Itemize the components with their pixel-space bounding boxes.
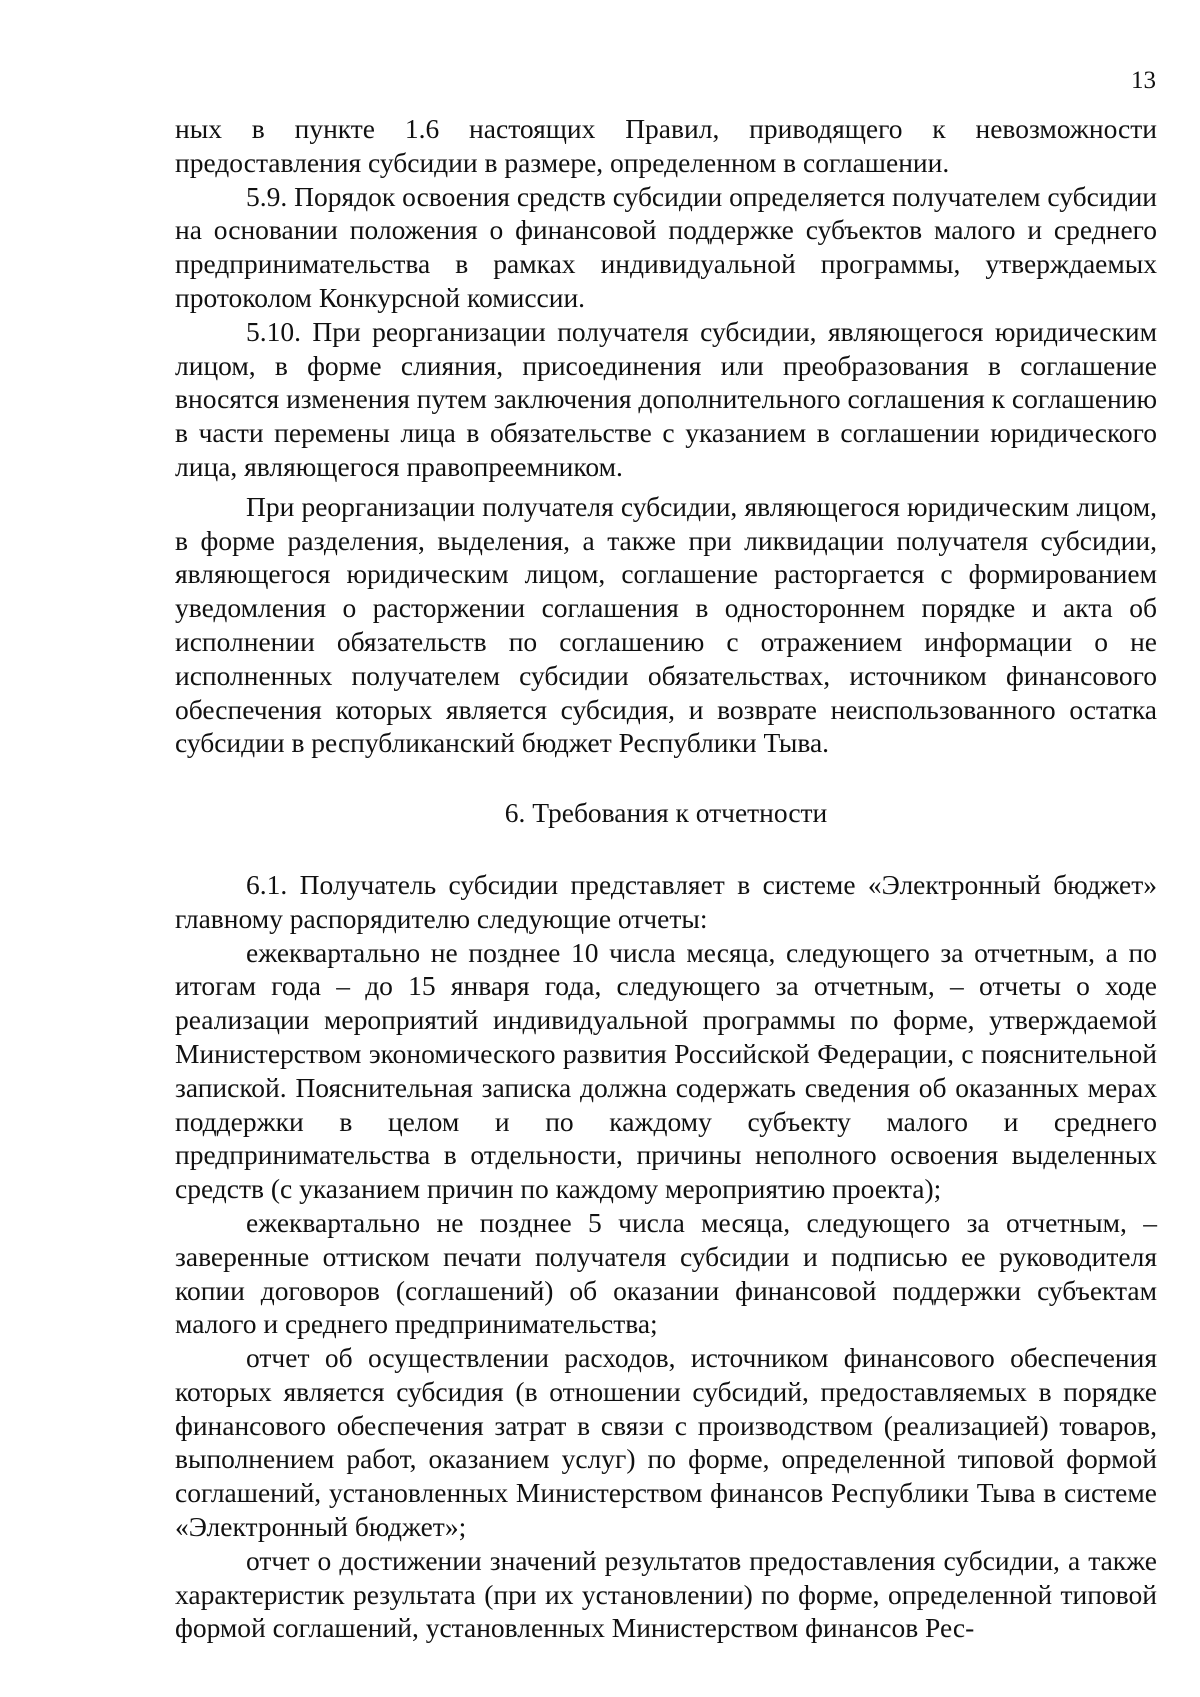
paragraph-6-1: 6.1. Получатель субсидии представляет в системе «Электронный бюджет» главному распорядителю следующие отчеты: [175, 868, 1157, 934]
paragraph-expense-report: отчет об осуществлении расходов, источником финансового обеспечения которых является субсидия (в отношении субсидий, предоставляемых в порядке финансового обеспечения затрат в связи с производством (реализацией) товаров, выполнением работ, оказанием услуг) по форме, определенной типовой формой соглашений, установленных Министерством финансов Республики Тыва в системе «Электронный бюджет»; [175, 1342, 1157, 1543]
paragraph-reorganization: При реорганизации получателя субсидии, являющегося юридическим лицом, в форме разделения, выделения, а также при ликвидации получателя субсидии, являющегося юридическим лицом, соглашение расторгается с формированием уведомления о расторжении соглашения в одностороннем порядке и акта об исполнении обязательств по соглашению с отражением информации о не исполненных получателем субсидии обязательствах, источником финансового обеспечения которых является субсидия, и возврате неиспользованного остатка субсидии в республиканский бюджет Республики Тыва. [175, 490, 1157, 759]
document-body [175, 112, 1157, 1645]
section-heading: 6. Требования к отчетности [504, 797, 828, 829]
paragraph-results-report: отчет о достижении значений результатов предоставления субсидии, а также характеристик результата (при их установлении) по форме, определенной типовой формой соглашений, установленных Министерством финансов Рес- [175, 1544, 1157, 1644]
paragraph-5-9: 5.9. Порядок освоения средств субсидии определяется получателем субсидии на основании положения о финансовой поддержке субъектов малого и среднего предпринимательства в рамках индивидуальной программы, утверждаемых протоколом Конкурсной комиссии. [175, 180, 1157, 313]
paragraph-5-10: 5.10. При реорганизации получателя субсидии, являющегося юридическим лицом, в форме слияния, присоединения или преобразования в соглашение вносятся изменения путем заключения дополнительного соглашения к соглашению в части перемены лица в обязательстве с указанием в соглашении юридического лица, являющегося правопреемником. [175, 315, 1158, 482]
paragraph-quarterly-reports: ежеквартально не позднее 10 числа месяца, следующего за отчетным, а по итогам года – до 15 января года, следующего за отчетным, – отчеты о ходе реализации мероприятий индивидуальной программы по форме, утверждаемой Министерством экономического развития Российской Федерации, с пояснительной запиской. Пояснительная записка должна содержать сведения об оказанных мерах поддержки в целом и по каждому субъекту малого и среднего предпринимательства в отдельности, причины неполного освоения выделенных средств (с указанием причин по каждому мероприятию проекта); [175, 936, 1157, 1205]
page-number: 13 [1131, 67, 1156, 94]
paragraph-continuation: ных в пункте 1.6 настоящих Правил, приводящего к невозможности предоставления субсидии в размере, определенном в соглашении. [175, 113, 1157, 178]
paragraph-contract-copies: ежеквартально не позднее 5 числа месяца, следующего за отчетным, – заверенные оттиском печати получателя субсидии и подписью ее руководителя копии договоров (соглашений) об оказании финансовой поддержки субъектам малого и среднего предпринимательства; [175, 1206, 1157, 1340]
